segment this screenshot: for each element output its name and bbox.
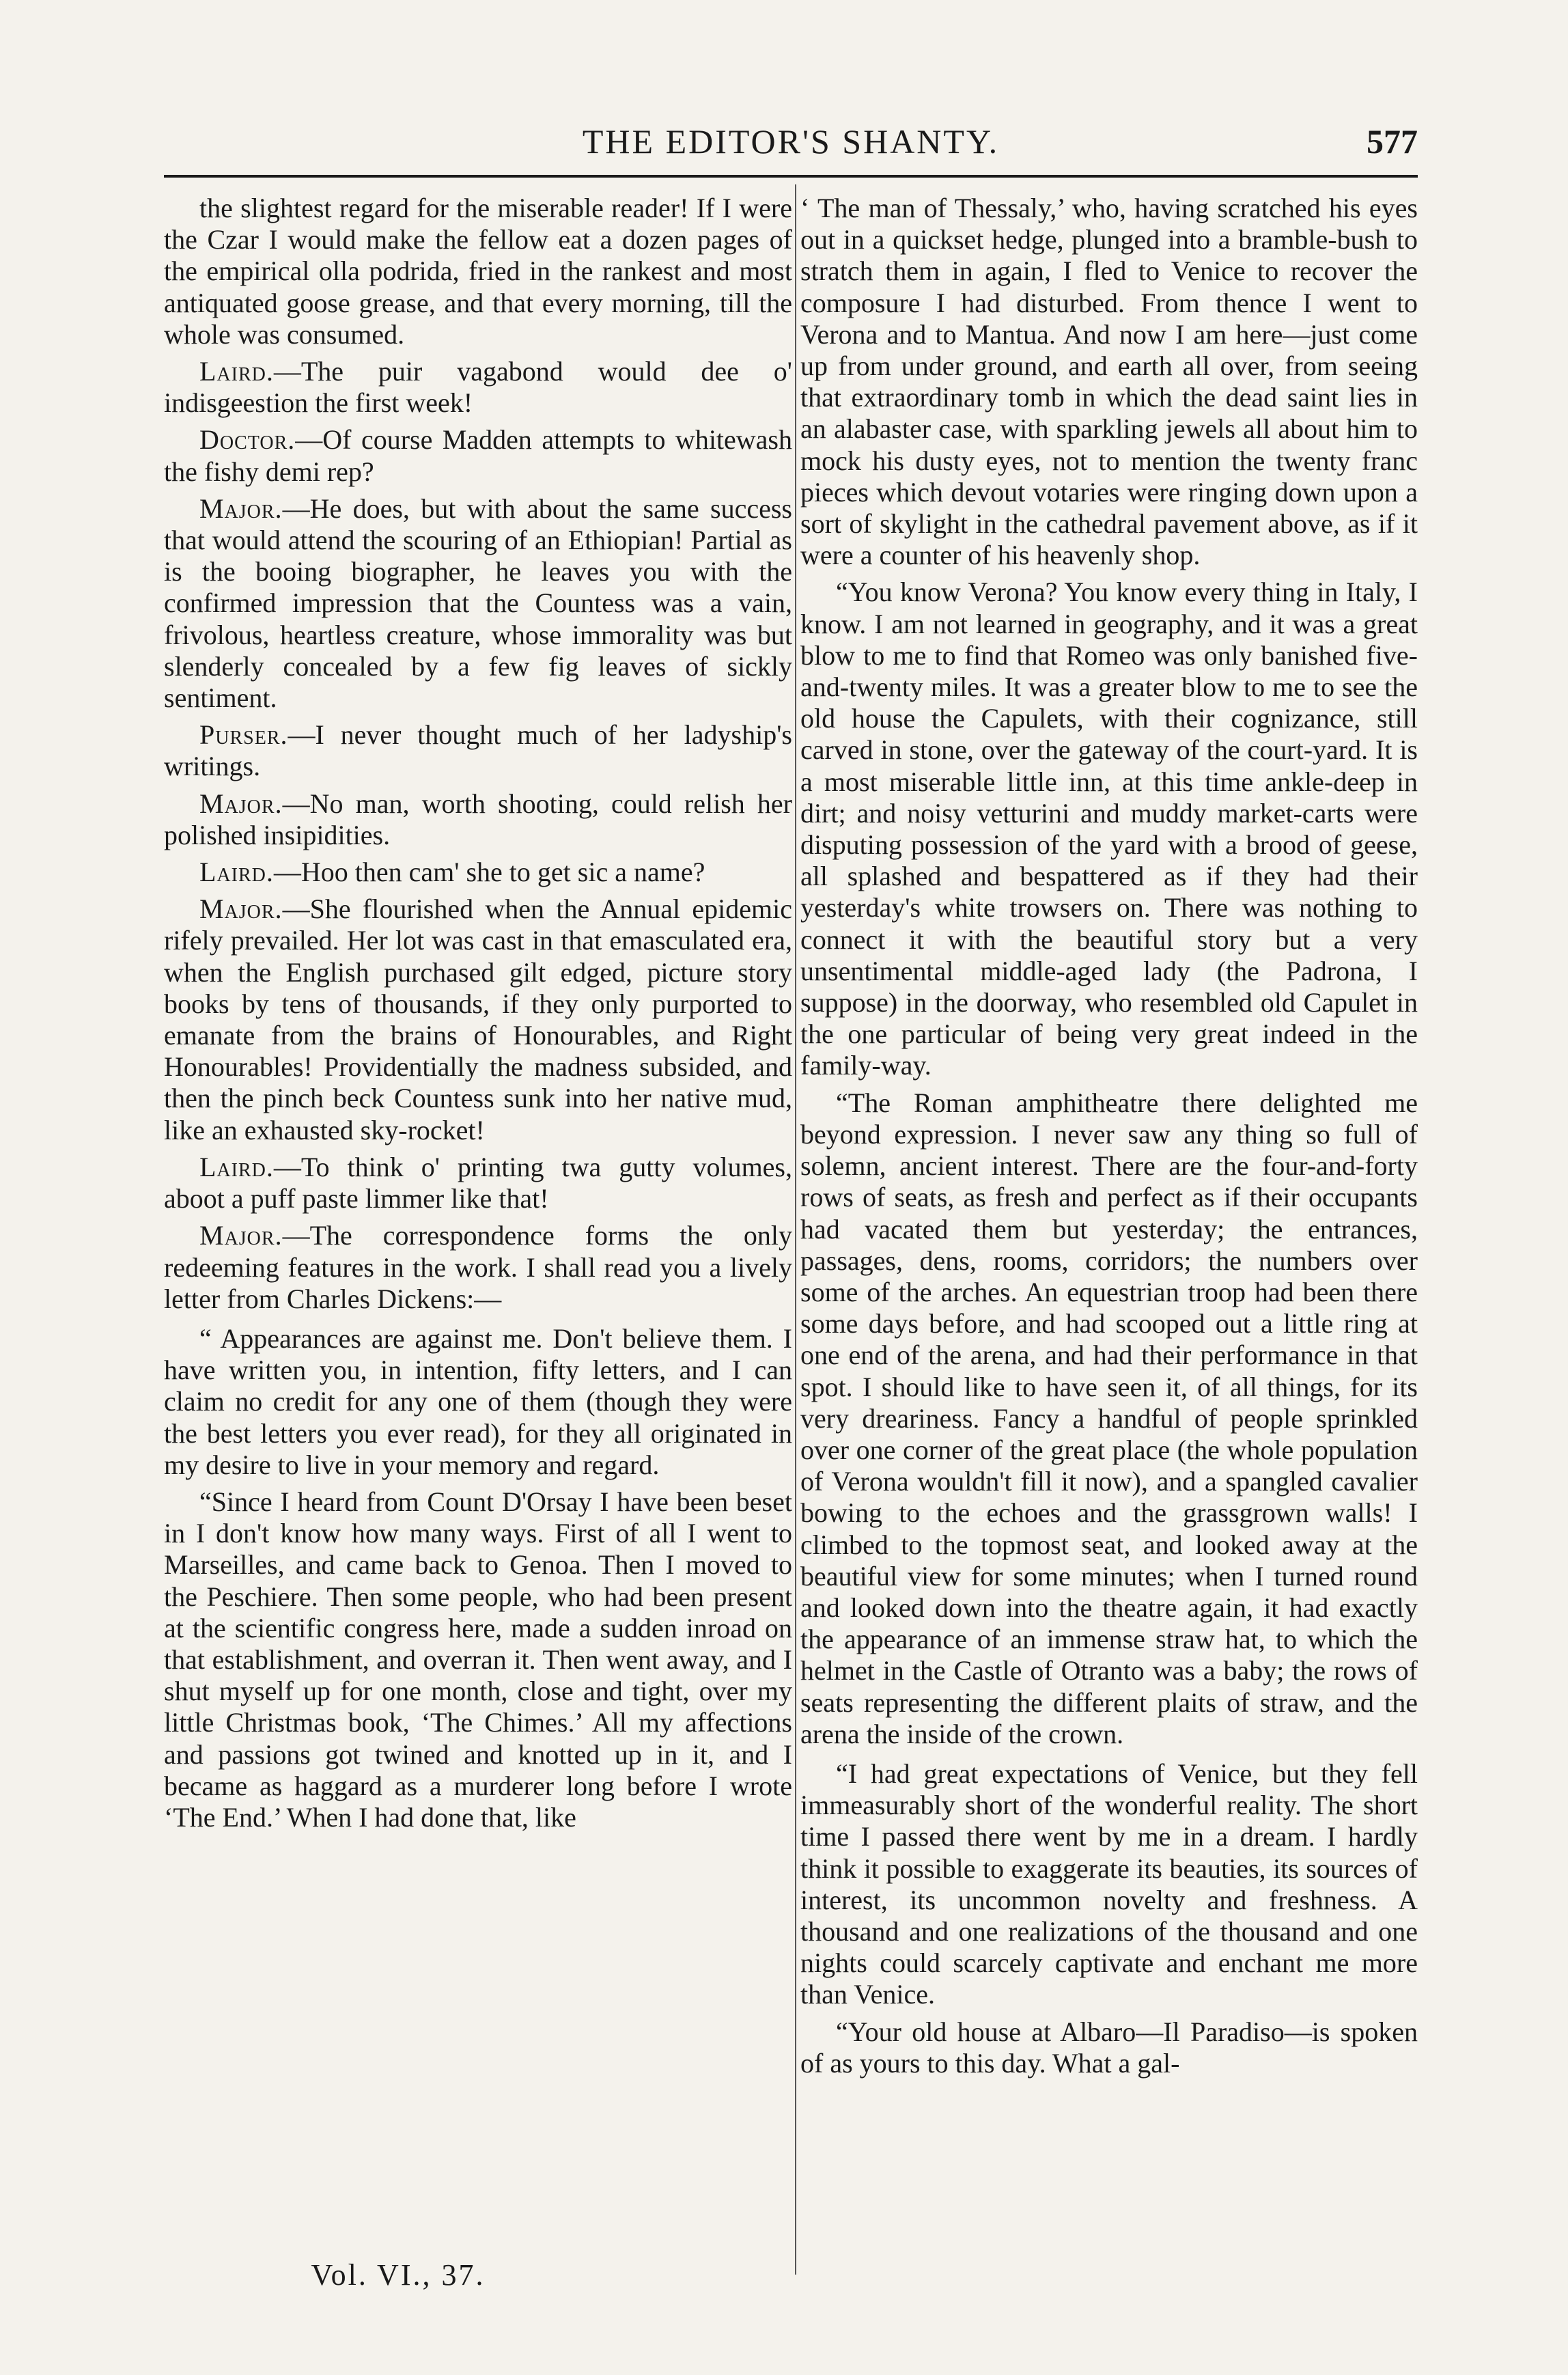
paragraph <box>164 193 792 350</box>
speaker-name: Doctor. <box>199 424 296 456</box>
paragraph <box>164 1486 792 1833</box>
paragraph <box>164 424 792 487</box>
right-column <box>800 193 1418 2085</box>
paragraph <box>164 788 792 851</box>
paragraph <box>164 1220 792 1315</box>
paragraph <box>800 2016 1418 2079</box>
speaker-name: Laird. <box>199 356 274 387</box>
speaker-name: Major. <box>199 492 283 524</box>
running-title: THE EDITOR'S SHANTY. <box>582 122 1000 161</box>
speaker-name: Major. <box>199 1220 283 1251</box>
paragraph <box>800 1087 1418 1750</box>
paragraph-text: —She flourished when the Annual epidemic rifely prevailed. Her lot was cast in that emasculated era, when the English purchased gilt edged, picture story books by tens of thousands, if they only purported to emanate from the brains of Honourables, and Right Honourables! Providentially the madness subsided, and then the pinch beck Countess sunk into her native mud, like an exhausted sky-rocket! <box>164 893 792 1145</box>
paragraph-text: —The puir vagabond would dee o' indisgeestion the first week! <box>164 356 792 419</box>
paragraph-text: “You know Verona? You know every thing in Italy, I know. I am not learned in geography, and it was a great blow to me to find that Romeo was only banished five-and-twenty miles. It was a greater blow to me to see the old house the Capulets, with their cognizance, still carved in stone, over the gateway of the court-yard. It is a most miserable little inn, at this time ankle-deep in dirt; and noisy vetturini and muddy market-carts were disputing possession of the yard with a brood of geese, all splashed and bespattered as if they had their yesterday's white trowsers on. There was nothing to connect it with the beautiful story but a very unsentimental middle-aged lady (the Padrona, I suppose) in the doorway, who resembled old Capulet in the one particular of being very great indeed in the family-way. <box>800 577 1418 1081</box>
paragraph <box>164 356 792 419</box>
paragraph <box>800 577 1418 1081</box>
left-column <box>164 193 792 1839</box>
paragraph <box>164 857 792 888</box>
paragraph-text: —Hoo then cam' she to get sic a name? <box>273 857 705 888</box>
paragraph-text: “Your old house at Albaro—Il Paradiso—is spoken of as yours to this day. What a gal- <box>800 2016 1418 2079</box>
speaker-name: Laird. <box>199 857 274 888</box>
paragraph <box>164 1152 792 1214</box>
paragraph <box>164 893 792 1146</box>
speaker-name: Major. <box>199 788 283 819</box>
paragraph-text: —No man, worth shooting, could relish her polished insipidities. <box>164 788 792 850</box>
running-header <box>164 122 1418 169</box>
speaker-name: Purser. <box>199 719 288 751</box>
paragraph-text: —He does, but with about the same success that would attend the scouring of an Ethiopian! Partial as is the booing biographer, he leaves you with the confirmed impression that the Countess was a vain, frivolous, heartless creature, whose immorality was but slenderly concealed by a few fig leaves of sickly sentiment. <box>164 492 792 714</box>
page-number: 577 <box>1367 122 1418 161</box>
paragraph <box>164 719 792 782</box>
speaker-name: Laird. <box>199 1151 274 1182</box>
paragraph-text: —Of course Madden attempts to whitewash the fishy demi rep? <box>164 424 792 487</box>
paragraph <box>800 193 1418 571</box>
paragraph-text: ‘ The man of Thessaly,’ who, having scratched his eyes out in a quickset hedge, plunged into a bramble-bush to stratch them in again, I fled to Venice to recover the composure I had disturbed. From thence I went to Verona and to Mantua. And now I am here—just come up from under ground, and earth all over, from seeing that extraordinary tomb in which the dead saint lies in an alabaster case, with sparkling jewels all about him to mock his dusty eyes, not to mention the twenty franc pieces which devout votaries were ringing down upon a sort of skylight in the cathedral pavement above, as if it were a counter of his heavenly shop. <box>800 193 1418 571</box>
paragraph-text: the slightest regard for the miserable reader! If I were the Czar I would make the fellow eat a dozen pages of the empirical olla podrida, fried in the rankest and most antiquated goose grease, and that every morning, till the whole was consumed. <box>164 193 792 350</box>
paragraph-text: “I had great expectations of Venice, but they fell immeasurably short of the wonderful reality. The short time I passed there went by me in a dream. I hardly think it possible to exaggerate its beauties, its sources of interest, its uncommon novelty and freshness. A thousand and one realizations of the thousand and one nights could scarcely captivate and enchant me more than Venice. <box>800 1758 1418 2010</box>
paragraph-text: “The Roman amphitheatre there delighted me beyond expression. I never saw any thing so full of solemn, ancient interest. There are the four-and-forty rows of seats, as fresh and perfect as if their occupants had vacated them but yesterday; the entrances, passages, dens, rooms, corridors; the numbers over some of the arches. An equestrian troop had been there some days before, and had scooped out a little ring at one end of the arena, and had their performance in that spot. I should like to have seen it, of all things, for its very dreariness. Fancy a handful of people sprinkled over one corner of the great place (the whole population of Verona wouldn't fill it now), and a spangled cavalier bowing to the echoes and the grassgrown walls! I climbed to the topmost seat, and looked away at the beautiful view for some minutes; when I turned round and looked down into the theatre again, it had exactly the appearance of an immense straw hat, to which the helmet in the Castle of Otranto was a baby; the rows of seats representing the different plaits of straw, and the arena the inside of the crown. <box>800 1087 1418 1749</box>
paragraph-text: —The correspondence forms the only redeeming features in the work. I shall read you a lively letter from Charles Dickens:— <box>164 1220 792 1314</box>
paragraph <box>164 493 792 714</box>
paragraph <box>164 1323 792 1481</box>
paragraph <box>800 1758 1418 2011</box>
paragraph-text: —To think o' printing twa gutty volumes, aboot a puff paste limmer like that! <box>164 1151 792 1214</box>
signature-mark: Vol. VI., 37. <box>311 2258 486 2292</box>
paragraph-text: —I never thought much of her ladyship's writings. <box>164 719 792 782</box>
paragraph-text: “ Appearances are against me. Don't believe them. I have written you, in intention, fifty letters, and I can claim no credit for any one of them (though they were the best letters you ever read), for they all originated in my desire to live in your memory and regard. <box>164 1322 792 1480</box>
header-rule <box>164 175 1418 178</box>
speaker-name: Major. <box>199 893 283 925</box>
paragraph-text: “Since I heard from Count D'Orsay I have been beset in I don't know how many ways. First of all I went to Marseilles, and came back to Genoa. Then I moved to the Peschiere. Then some people, who had been present at the scientific congress here, made a sudden inroad on that establishment, and overran it. Then went away, and I shut myself up for one month, close and tight, over my little Christmas book, ‘The Chimes.’ All my affections and passions got twined and knotted up in it, and I became as haggard as a murderer long before I wrote ‘The End.’ When I had done that, like <box>164 1486 792 1833</box>
column-divider <box>795 184 796 2275</box>
